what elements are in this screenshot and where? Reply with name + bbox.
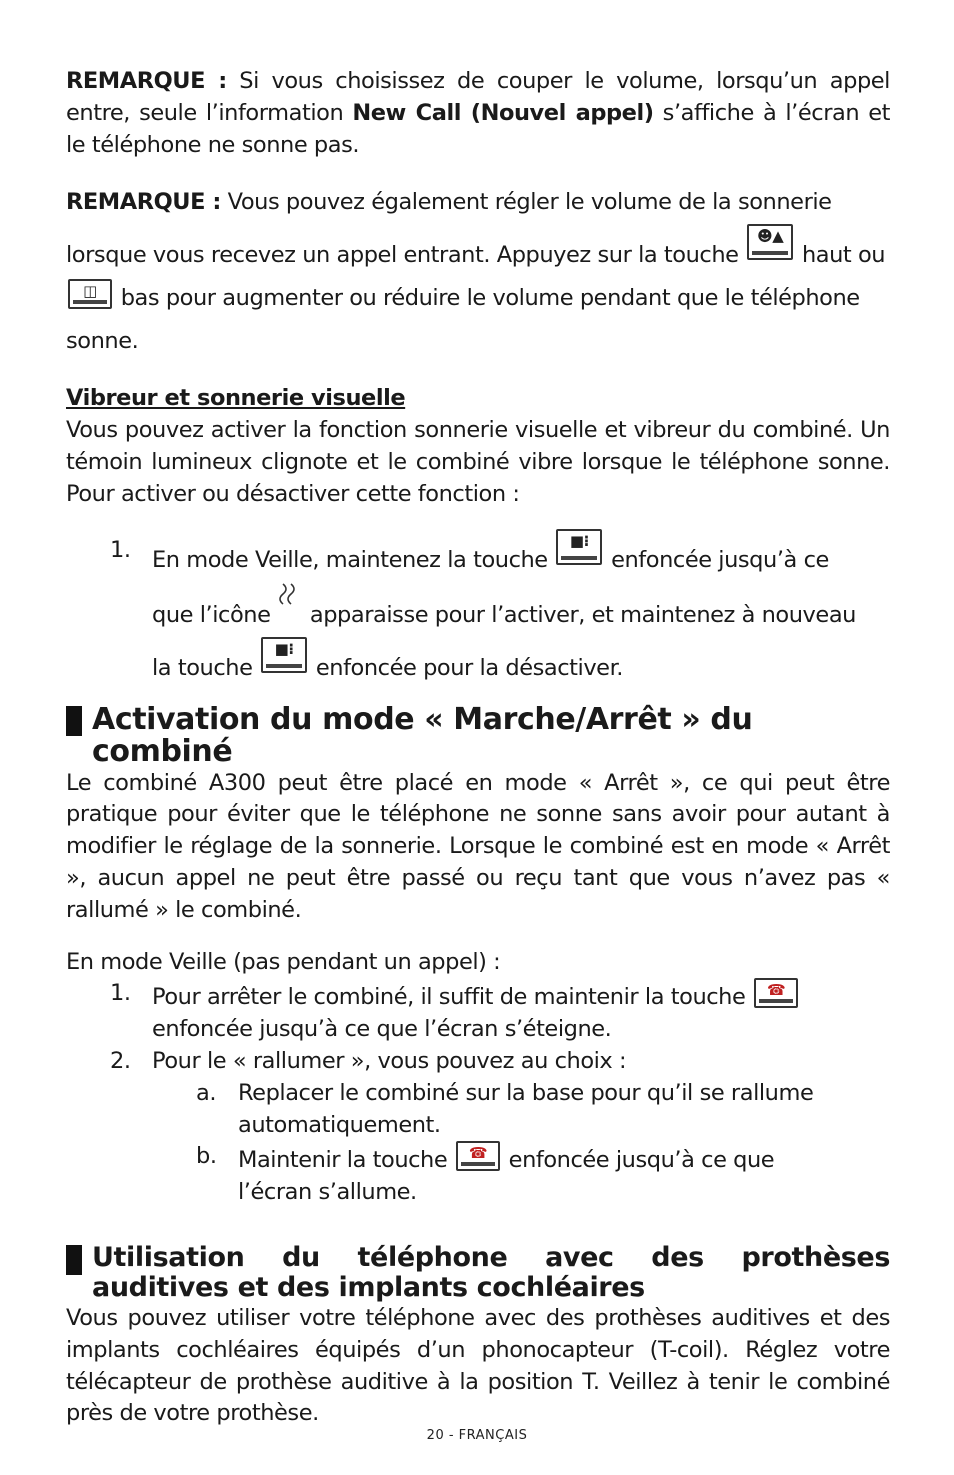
new-call-label: New Call (Nouvel appel) — [352, 99, 654, 126]
standby-lead: En mode Veille (pas pendant un appel) : — [66, 948, 501, 975]
vibrate-indicator-icon — [277, 582, 303, 618]
power-paragraph: Le combiné A300 peut être placé en mode « Arrêt », ce qui peut être pratique pour éviter que le téléphone ne sonne sans avoir pour autant à modifier le réglage de la sonnerie. Lorsque le combiné est en mode « Arrêt », aucun appel ne peut être passé ou reçu tant que vous n’avez pas « rallumé » le combiné. — [66, 769, 890, 923]
vibreur-heading: Vibreur et sonnerie visuelle — [66, 385, 406, 412]
hearing-aids-paragraph: Vous pouvez utiliser votre téléphone avec des prothèses auditives et des implants cochléaires équipés d’un phonocapteur (T-coil). Réglez votre télécapteur de prothèse auditive à la position T. Veillez à tenir le combiné près de votre prothèse. — [66, 1304, 890, 1427]
manual-page — [66, 66, 890, 1430]
vibreur-intro: Vous pouvez activer la fonction sonnerie visuelle et vibreur du combiné. Un témoin lumineux clignote et le combiné vibre lorsque le téléphone sonne. Pour activer ou désactiver cette fonction : — [66, 417, 890, 507]
note-label: REMARQUE : — [66, 68, 227, 94]
end-power-key-icon: ☎ — [456, 1141, 500, 1171]
power-step-1: 1. Pour arrêter le combiné, il suffit de maintenir la touche ☎ enfoncée jusqu’à ce que l’écran s’éteigne. — [66, 978, 890, 1046]
phonebook-up-key-icon: ☻▲ — [747, 224, 793, 260]
power-step-2a: a. Replacer le combiné sur la base pour qu’il se rallume automatiquement. — [196, 1079, 814, 1138]
note-volume-adjust: REMARQUE : Vous pouvez également régler le volume de la sonnerie lorsque vous recevez un appel entrant. Appuyez sur la touche ☻▲ haut ou ◫ bas pour augmenter ou réduire le volume pendant que le téléphone sonne. — [66, 189, 886, 355]
power-step-2b: b. Maintenir la touche ☎ enfoncée jusqu’à ce que l’écran s’allume. — [196, 1143, 775, 1206]
note-label: REMARQUE : — [66, 189, 221, 216]
book-down-key-icon: ◫ — [68, 279, 112, 309]
vibrate-key-icon: ■⁝ — [556, 529, 602, 565]
section-heading-hearing-aids: Utilisation du téléphone avec des prothèses auditives et des implants cochléaires — [66, 1243, 890, 1303]
end-power-key-icon: ☎ — [754, 978, 798, 1008]
section-marker — [66, 1245, 82, 1275]
page-footer: 20 - FRANÇAIS — [426, 1428, 528, 1443]
section-marker — [66, 706, 82, 736]
vibreur-step-1: 1. En mode Veille, maintenez la touche ■⁝ enfoncée jusqu’à ce que l’icône apparaisse pour l’activer, et maintenez à nouveau la touche ■⁝ enfoncée pour la désactiver. — [66, 529, 890, 690]
vibrate-key-icon: ■⁝ — [261, 637, 307, 673]
note-volume-off: REMARQUE : Si vous choisissez de couper le volume, lorsqu’un appel entre, seule l’information New Call (Nouvel appel) s’affiche à l’écran et le téléphone ne sonne pas. — [66, 68, 891, 158]
section-heading-power: Activation du mode « Marche/Arrêt » du combiné — [66, 704, 890, 768]
power-step-2: 2. Pour le « rallumer », vous pouvez au choix : — [110, 1047, 627, 1074]
